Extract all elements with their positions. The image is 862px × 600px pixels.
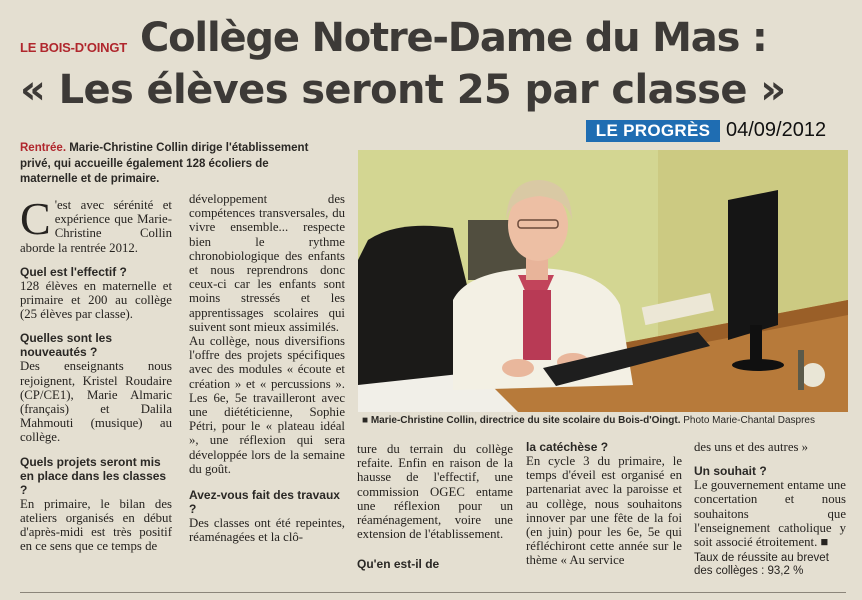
article-column-3 xyxy=(357,442,513,571)
article-lead xyxy=(20,141,325,188)
body-paragraph: ture du terrain du collège refaite. Enfin en raison de la hausse de l'effectif, une commission OGEC entame une réflexion pour un réaménagement, voire une extension de l'établissement. xyxy=(357,442,513,542)
question-heading: Quel est l'effectif ? xyxy=(20,264,127,279)
bottom-rule xyxy=(20,592,846,593)
photo-credit: Photo Marie-Chantal Daspres xyxy=(680,415,815,426)
portrait-illustration xyxy=(358,150,848,412)
answer-paragraph: 128 élèves en maternelle et primaire et 200 au collège (25 élèves par classe). xyxy=(20,278,172,322)
article-column-1 xyxy=(20,193,172,554)
question-heading: Un souhait ? xyxy=(694,464,767,479)
answer-paragraph: Des enseignants nous rejoignent, Kristel Roudaire (CP/CE1), Marie Almaric (français) et Dalila Mahmouti (musique) au collège. xyxy=(20,359,172,445)
body-paragraph: développement des compétences transversales, du vivre ensemble... respecte bien le rythme chronobiologique des enfants et nous reprendrons donc ceux-ci car les enfants sont moins stressés et les apprentissages scolaires qui suivent sont mieux assimilés. xyxy=(189,192,345,334)
answer-paragraph: Des classes ont été repeintes, réaménagées et la clô- xyxy=(189,516,345,545)
answer-paragraph: En primaire, le bilan des ateliers organisés en début d'après-midi est très positif en ce sens que ce temps de xyxy=(20,496,172,554)
question-heading: la catéchèse ? xyxy=(526,440,609,454)
intro-paragraph: C 'est avec sérénité et expérience que Marie-Christine Collin aborde la rentrée 2012. xyxy=(20,193,172,255)
stat-box: Taux de réussite au brevet des collèges : 93,2 % xyxy=(694,552,829,578)
photo-caption xyxy=(362,415,815,426)
article-column-4 xyxy=(526,440,682,568)
headline-line-2: « Les élèves seront 25 par classe » xyxy=(20,67,786,113)
headline-line-1: Collège Notre-Dame du Mas : xyxy=(140,15,767,61)
lead-keyword: Rentrée. xyxy=(20,142,67,154)
publication-date: 04/09/2012 xyxy=(726,119,827,141)
kicker-location: LE BOIS-D'OINGT xyxy=(20,40,127,55)
article-column-2 xyxy=(189,192,345,544)
body-paragraph: Au collège, nous diversifions l'offre des projets spécifiques avec des modules « écoute et création » et « percussions ». Les 6e, 5e travailleront avec une diététicienne, Sophie Pétri, pour le « plateau idéal », une réflexion qui sera développée lors de la semaine du goût. xyxy=(189,334,345,476)
article-photo xyxy=(358,150,848,412)
question-heading: Avez-vous fait des travaux ? xyxy=(189,488,340,517)
body-paragraph: des uns et des autres » xyxy=(694,440,809,454)
newspaper-masthead: LE PROGRÈS xyxy=(586,120,720,142)
caption-text: ■ Marie-Christine Collin, directrice du site scolaire du Bois-d'Oingt. xyxy=(362,415,681,426)
question-heading: Qu'en est-il de xyxy=(357,557,440,572)
drop-cap: C xyxy=(20,193,51,244)
answer-paragraph: En cycle 3 du primaire, le temps d'éveil est organisé en partenariat avec la paroisse et au collège, nous souhaitons innover par une fête de la foi (en juin) pour les 6e, 5e qui réfléchiront cette année sur le thème « Au service xyxy=(526,454,682,568)
question-heading: Quelles sont les nouveautés ? xyxy=(20,331,113,360)
answer-paragraph: Le gouvernement entame une concertation et nous souhaitons que l'enseignement catholique y soit associé étroitement. ■ xyxy=(694,478,846,550)
article-column-5 xyxy=(694,440,846,578)
lead-text: Marie-Christine Collin dirige l'établissement privé, qui accueille également 128 écoliers de maternelle et de primaire. xyxy=(20,142,309,185)
question-heading: Quels projets seront mis en place dans les classes ? xyxy=(20,454,167,497)
